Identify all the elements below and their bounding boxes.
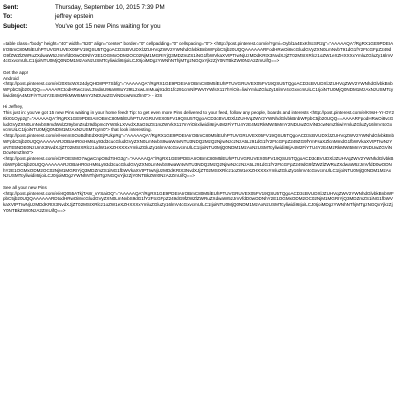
sent-value: Thursday, September 10, 2015 7:39 PM xyxy=(55,4,165,11)
text-line: <http://post.pinterest.com/e/2FOESMO7wgwCnpO8d7tHG3g"="AAAAAQA"/RgRX1GE9PDEIAIrOBmC80M5lEUhPTUVGRUVEX05FV19QSU5TQgoACD3cBVUDXlJZUHVqZWV2YWNhdGlvbkBnbWFpbC5jb20UQQAAAAAARJOBaHR0cHM6Ly93d3cucGludGVyZXN0LmNvbS9waW4vNTU3NDQ2MzQ2NjIwNzczNzA5Lz91dG1fY2FtcGFpZ249dG9fZWZlZWRuZXdwaW5zJmVfdD0wODNhY2E1OGMxODM2OC02NjM1MGRIYjQ3MDZmZS1iNG1fbWVkaXVtPTIwNjUzMDdKRtX3NvdXJjZT02MSIXRlcz1oZW1eXZHXXXxYmluZGluZy16lmV4cGxvcmUlLC1IjoiNTU0MjQ0NDM1MzAxNzUSMTcyliwidiI6IjoiLCJ0IjoiMDgzYWNhNThjMTgzNGQxYjkzZjY0NTBkZWI0NzA2ZmUifQ==> xyxy=(3,156,394,179)
text-line: Get the app! xyxy=(3,69,29,75)
html-table-source: =table class="body" height="40" width="620" align="center" border="0" cellpadding="0" cellspacing="0"> <http://post.pinterest.com/e/?gmi=Oybl1a4ExKhtcSR2g"="AAAAAQA"/RgRX1GE9PDEIAIrOBmC80M5lEUhPTUVGRUVEX05FV19QSU5TQgoACD3cBVUDXlJZUHVqZWV2YWNhdGlvbkBnbWFpbC5jb20UQQAAAAAARFodHRwOi8vcGludGVyZXN0LmNvbT91dG1fY2FtcGFpZ249dG9fZWZlZWRuZXdwaW5zJmVfdD0wODNhY2E1OGMxODM2OC02NjM1MGRIYjQ3MDZmZS1iNG1fbWVkaXVtPTIwNjUzMDdKRtX3NvdXJjZT02MSIXRlcz1oZW1eXZHXXXxYmluZGluZy16lmV4cGxvcmUlLC1IjoiNTU0MjQ0NDM1MzAxNzUSMTcyliwidiI6IjoiLCJ0IjoiMDgzYWNhNThjMTgzNGQxYjkzZjY0NTBkZWI0NzA2ZmUifQ==> xyxy=(3,41,394,64)
text-line: Hi Jeffrey, xyxy=(3,104,24,110)
email-body xyxy=(3,41,394,213)
to-value: jeffrey epstein xyxy=(55,13,94,21)
greeting-and-message xyxy=(3,104,394,179)
get-the-app-section xyxy=(3,70,394,99)
text-line: <http://post.pinterest.com/e/HenmSOoBdhEdXKEjPUkpRg"="AAAAAQA"/RgRX1GE9PDEIAIrOBmC80M5lEUhPTUVGRUVEX05FV19QSU5TQgoACD3cBVUDXlJZUHVqZWV2YWNhdGlvbkBnbWFpbC5jb20UQQAAAAAARJOBaHR0cHM6Ly93d3cucGludGVyZXN0LmNvbS9waW4vNTU3NDQ2MzQ2NjIwNzczNzA5Lz91dG1fY2FtcGFpZ249ZG9fYmFsaXZlcnMmdG1fbWVkaXVtPTIwNzYxNTE5NDE0NzUmX3NvdXJjZT02MSIXRlcz1odW1eXZHXXXxYmluZGluZy16lmV4cGxvcmUlLC1IjoiNTU0MjQ0NDM1MzAxNzUSMTcyliwidiI6IjA4M2FiYTU4YzE4MzRkMWI5MmY2NDUwZGViNDcwNmZlIn0"> xyxy=(3,133,394,156)
see-all-pins-section xyxy=(3,185,394,214)
text-line: <http://post.pinterest.com/e/eIQ055ATkjTA8r_vYSaiOQ"="AAAAAQA"/RgRX1GE9PDEIAIrOBmC80M5lEUhPTUVGRUVEX05FV19QSU5TQgoACD3cBVUDXlJZUHVqZWV2YWNhdGlvbkBnbWFpbC5jb20UQQAAAAAARDtodHRwOi8vcGludGVyZXN0LmNvbS9dG1fY2FtcGFpZ249dG9fZWZlZWRuZXdwaW5zJmVfdD0wODNhY2E1OGMxODM2OC02NjM1MGRIYjQ3MDZmZS1iNG1fbWVkaXVtPTIwNjUzMDdKRtX3NvdXJjZT02MSIXRlcz1oZW1eXZHXXXxYmluZGluZy16lmV4cGxvcmUlLC1IjoiNTU0MjQ0NDM1MzAxNzUSMTcyliwidiI6IjoiLCJ0IjoiMDgzYWNhNThjMTgzNGQxYjkzZjY0NTBkZWI0NzA2ZmUifQ==> xyxy=(3,190,394,213)
text-line: See all your new Pins xyxy=(3,184,47,190)
sent-label: Sent: xyxy=(3,4,19,11)
text-line: <http://post.pinterest.com/e/20X5cWX24dyQHD8PP7Sbfg"="AAAAAQA"/RgRX1GE9PDEIAIrOBmC80M5lEUhPTUVGRUVEX05FV19QSU5TQgoACD3cBVUDXlJZUHVqZWV2YWNhdGlvbkBnbWFpbC5jb20UQQ==AAAARCtodHRwczovL3IvdвU96aW8uY29tL2xwLmMuaj91dG1fc291cmNlPWVtYWlsX117hYiOiI=liwiYmluZGluZy16lmV4cGxvcmUiLC1IjoiNTU0MjQ0NDM1MzAxNzUSMTcyliwidiI6IjA4M2FiYTU4YzE4MzRkMWI5MmY2NDUwZGViNDcwNmZlIn0"> - iOS xyxy=(3,81,394,98)
text-line: This just in: you've got 15 new Pins waiting in your home feed! Tip: to get even more Pins delivered to your feed, follow any people, boards and interests <http://post.pinterest.com/e/K9sH-Yr-OY2ItkI01Oyp2g"="AAAAAQA"/RgRX1GE9PDEIAIrOBmC80M5lEUhPTUVGRUVEX05FV19QSU5TQgoACD3cBVUDXlJZUHVqZWV2YWNhdGlvbkBnbWFpbC5jb20UQQ==AAAARFpodHRwOi8vcGludGVyZXN0LmNvbS9mdWxlZ29ybmZsdz9dbpmctYWSkLXVvdXJtaGtsZS1mZWVkX117mYiOiIxliwidiI6IjA4M2FiYTU4YzE4MzRkMWI5MmY2NDUwZGViNDcwNmZlIiwiYmluZGluZy16lmV4cGxvcmUiLC1IjoiNTU0MjQ0NDM1MzAxNzUSMTcyIn0"> that look interesting. xyxy=(3,110,394,133)
to-label: To: xyxy=(3,13,13,21)
email-header xyxy=(3,4,394,30)
text-line: Android xyxy=(3,75,19,81)
subject-label: Subject: xyxy=(3,22,28,30)
subject-value: You've got 15 new Pins waiting for you xyxy=(55,22,161,30)
